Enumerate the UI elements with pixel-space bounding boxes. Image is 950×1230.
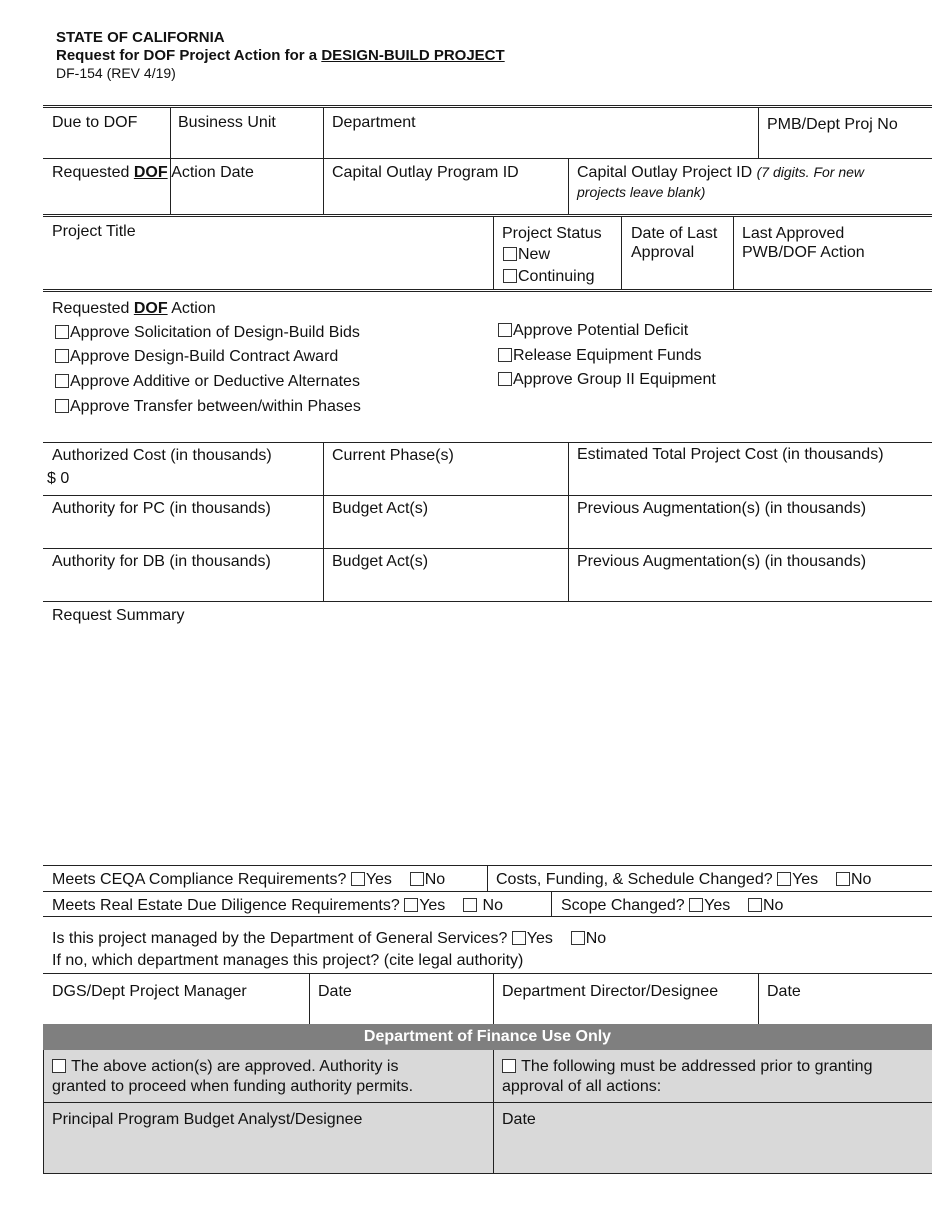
- action-option[interactable]: [55, 323, 360, 342]
- project-id-note: (7 digits. For new: [756, 164, 865, 180]
- business-unit-field[interactable]: Business Unit: [178, 114, 276, 131]
- budget-act-field[interactable]: Budget Act(s): [332, 500, 429, 517]
- requested-action-heading: [52, 299, 216, 318]
- no-label: No: [585, 930, 607, 947]
- no-checkbox[interactable]: [748, 898, 762, 912]
- project-status-label: Project Status: [502, 225, 602, 242]
- yes-label: Yes: [365, 871, 392, 888]
- divider: [493, 974, 494, 1024]
- ceqa-question: [52, 870, 445, 889]
- approved-option[interactable]: [52, 1057, 398, 1076]
- rule: [43, 105, 932, 108]
- divider: [170, 108, 171, 215]
- yes-checkbox[interactable]: [689, 898, 703, 912]
- rule: [43, 1102, 932, 1103]
- option-label: New: [518, 246, 551, 263]
- option-label: Continuing: [518, 268, 595, 285]
- label-text: Requested: [52, 164, 134, 181]
- authorized-cost-field[interactable]: Authorized Cost (in thousands): [52, 447, 272, 464]
- date-last-approval-label: Approval: [631, 244, 695, 261]
- budget-act-field[interactable]: Budget Act(s): [332, 553, 429, 570]
- status-continuing-option[interactable]: [503, 267, 595, 286]
- option-label: Approve Transfer between/within Phases: [70, 398, 361, 415]
- analyst-field[interactable]: Principal Program Budget Analyst/Designee: [52, 1111, 363, 1128]
- costs-changed-question: [496, 870, 871, 889]
- pm-date-field[interactable]: Date: [318, 983, 352, 1000]
- action-option[interactable]: [55, 372, 360, 391]
- option-label: Approve Potential Deficit: [513, 322, 689, 339]
- dgs-followup[interactable]: If no, which department manages this project? (cite legal authority): [52, 952, 524, 969]
- no-checkbox[interactable]: [571, 931, 585, 945]
- option-label: Approve Solicitation of Design-Build Bids: [70, 324, 360, 341]
- dof-emphasis: DOF: [133, 300, 168, 317]
- status-new-option[interactable]: [503, 245, 550, 264]
- divider: [493, 1050, 494, 1173]
- rule: [43, 891, 932, 892]
- state-heading: STATE OF CALIFORNIA: [56, 29, 225, 46]
- label-text: Action Date: [167, 164, 254, 181]
- estimated-total-cost-field[interactable]: Estimated Total Project Cost (in thousands): [577, 446, 884, 463]
- dof-use-only-bar: Department of Finance Use Only: [43, 1024, 932, 1050]
- form-title: [56, 47, 505, 64]
- no-label: No: [850, 871, 872, 888]
- no-checkbox[interactable]: [836, 872, 850, 886]
- yes-checkbox[interactable]: [404, 898, 418, 912]
- option-label: Approve Additive or Deductive Alternates: [70, 373, 360, 390]
- checkbox[interactable]: [502, 1059, 516, 1073]
- previous-augmentation-field[interactable]: Previous Augmentation(s) (in thousands): [577, 500, 867, 517]
- scope-changed-question: [561, 896, 783, 915]
- divider: [621, 217, 622, 290]
- question-text: Is this project managed by the Department of General Services?: [52, 930, 508, 947]
- checkbox[interactable]: [52, 1059, 66, 1073]
- option-label: The above action(s) are approved. Authority is: [67, 1058, 399, 1075]
- no-label: No: [763, 897, 784, 914]
- current-phase-field[interactable]: Current Phase(s): [332, 447, 454, 464]
- divider: [487, 866, 488, 891]
- no-checkbox[interactable]: [463, 898, 477, 912]
- label-text: Action: [167, 300, 216, 317]
- checkbox[interactable]: [55, 399, 69, 413]
- divider: [758, 974, 759, 1024]
- divider: [323, 108, 324, 215]
- project-manager-field[interactable]: DGS/Dept Project Manager: [52, 983, 247, 1000]
- divider: [733, 217, 734, 290]
- project-id-field[interactable]: [577, 163, 864, 182]
- no-checkbox[interactable]: [410, 872, 424, 886]
- no-label: No: [424, 871, 446, 888]
- option-label: The following must be addressed prior to granting: [517, 1058, 873, 1075]
- label-text: Requested: [52, 300, 134, 317]
- checkbox[interactable]: [503, 247, 517, 261]
- real-estate-question: [52, 896, 503, 915]
- rule: [43, 214, 932, 217]
- project-id-note: projects leave blank): [577, 184, 706, 200]
- yes-label: Yes: [526, 930, 553, 947]
- checkbox[interactable]: [498, 323, 512, 337]
- following-option-cont: approval of all actions:: [502, 1078, 662, 1095]
- project-title-field[interactable]: Project Title: [52, 223, 136, 240]
- divider: [309, 974, 310, 1024]
- analyst-date-field[interactable]: Date: [502, 1111, 536, 1128]
- department-field[interactable]: Department: [332, 114, 416, 131]
- authority-db-field[interactable]: Authority for DB (in thousands): [52, 553, 271, 570]
- yes-label: Yes: [419, 897, 446, 914]
- divider: [758, 108, 759, 159]
- question-text: Meets CEQA Compliance Requirements?: [52, 871, 347, 888]
- divider: [551, 892, 552, 916]
- rule: [43, 1173, 932, 1174]
- authority-pc-field[interactable]: Authority for PC (in thousands): [52, 500, 271, 517]
- yes-label: Yes: [792, 871, 819, 888]
- requested-action-date-field[interactable]: [52, 163, 254, 182]
- director-field[interactable]: Department Director/Designee: [502, 983, 719, 1000]
- question-text: Meets Real Estate Due Diligence Requirements?: [52, 897, 400, 914]
- divider: [568, 443, 569, 601]
- following-option[interactable]: [502, 1057, 872, 1076]
- checkbox[interactable]: [498, 348, 512, 362]
- approved-option-cont: granted to proceed when funding authority permits.: [52, 1078, 414, 1095]
- action-option[interactable]: [498, 346, 702, 365]
- rule: [43, 601, 932, 602]
- checkbox[interactable]: [503, 269, 517, 283]
- due-to-dof-field[interactable]: Due to DOF: [52, 114, 138, 131]
- yes-label: Yes: [704, 897, 731, 914]
- rule: [43, 289, 932, 292]
- dgs-question: [52, 929, 606, 948]
- program-id-field[interactable]: Capital Outlay Program ID: [332, 164, 519, 181]
- rule: [43, 548, 932, 549]
- divider: [568, 159, 569, 215]
- previous-augmentation-field[interactable]: Previous Augmentation(s) (in thousands): [577, 553, 867, 570]
- date-last-approval-label: Date of Last: [631, 225, 718, 242]
- rule: [43, 916, 932, 917]
- option-label: Approve Group II Equipment: [513, 371, 716, 388]
- yes-checkbox[interactable]: [777, 872, 791, 886]
- authorized-cost-value[interactable]: $ 0: [47, 470, 70, 487]
- checkbox[interactable]: [498, 372, 512, 386]
- divider: [493, 217, 494, 290]
- form-title-prefix: Request for DOF Project Action for a: [56, 47, 322, 64]
- form-number: DF-154 (REV 4/19): [56, 65, 176, 81]
- rule: [43, 495, 932, 496]
- no-label: No: [482, 897, 503, 914]
- pmb-proj-no-field[interactable]: PMB/Dept Proj No: [767, 116, 898, 133]
- label-text: Capital Outlay Project ID: [577, 164, 753, 181]
- option-label: Release Equipment Funds: [513, 347, 702, 364]
- director-date-field[interactable]: Date: [767, 983, 801, 1000]
- divider: [43, 1050, 44, 1173]
- last-approved-label: Last Approved: [742, 225, 845, 242]
- last-approved-label: PWB/DOF Action: [742, 244, 865, 261]
- rule: [43, 158, 932, 159]
- question-text: Scope Changed?: [561, 897, 685, 914]
- divider: [323, 443, 324, 601]
- checkbox[interactable]: [55, 325, 69, 339]
- checkbox[interactable]: [55, 349, 69, 363]
- request-summary-field[interactable]: Request Summary: [52, 607, 185, 624]
- option-label: Approve Design-Build Contract Award: [70, 348, 339, 365]
- checkbox[interactable]: [55, 374, 69, 388]
- yes-checkbox[interactable]: [351, 872, 365, 886]
- yes-checkbox[interactable]: [512, 931, 526, 945]
- action-option[interactable]: [55, 397, 361, 416]
- dof-emphasis: DOF: [133, 164, 168, 181]
- form-title-emphasis: DESIGN-BUILD PROJECT: [321, 47, 505, 64]
- rule: [43, 442, 932, 443]
- action-option[interactable]: [55, 347, 338, 366]
- action-option[interactable]: [498, 321, 688, 340]
- action-option[interactable]: [498, 370, 716, 389]
- rule: [43, 973, 932, 974]
- question-text: Costs, Funding, & Schedule Changed?: [496, 871, 773, 888]
